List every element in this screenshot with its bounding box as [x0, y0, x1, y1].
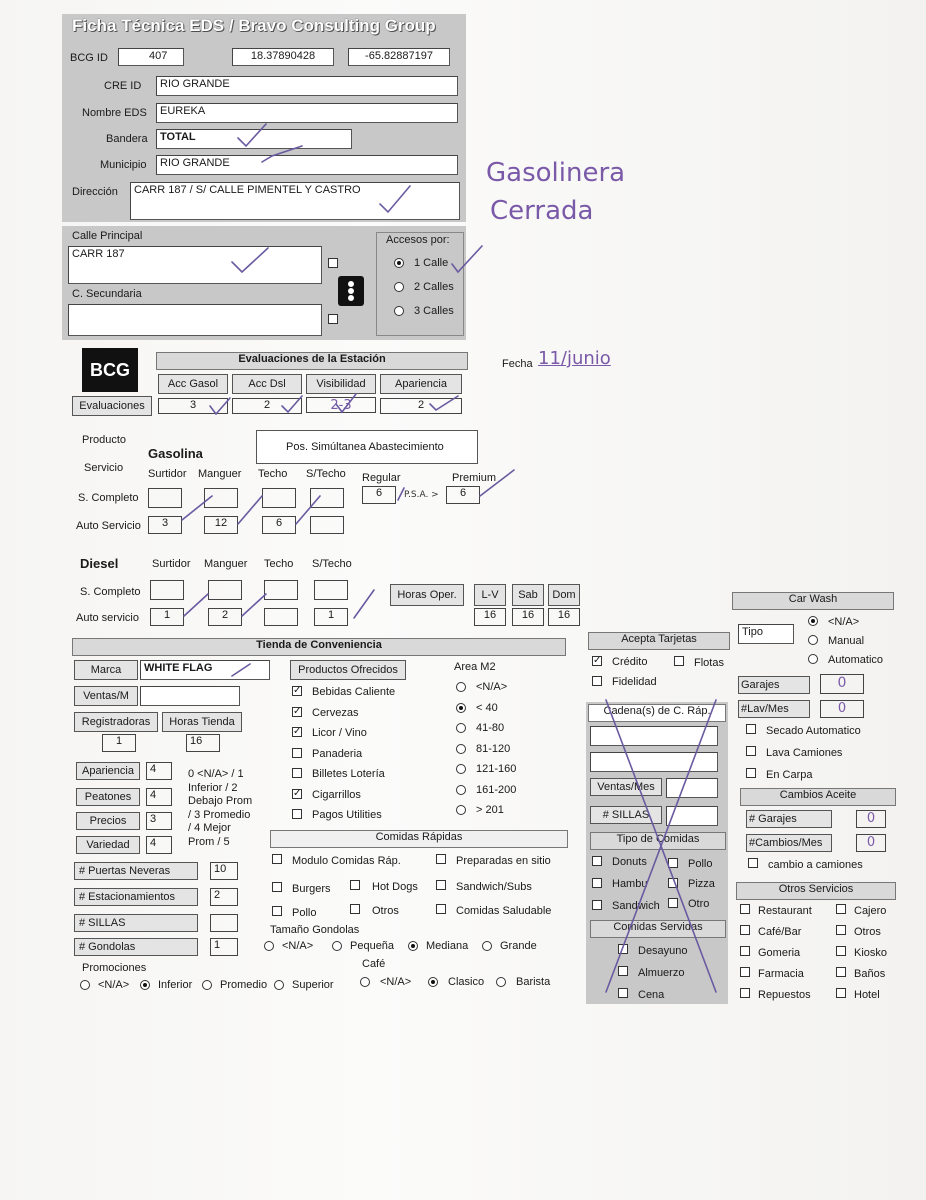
gas-sc-stecho[interactable] — [310, 488, 344, 508]
otros-servicio-checkbox-4[interactable] — [740, 946, 750, 956]
ventas-m-field[interactable] — [140, 686, 240, 706]
carwash-lav-field[interactable]: 0 — [820, 700, 864, 718]
aceite-garajes-field[interactable]: 0 — [856, 810, 886, 828]
dsl-as-techo[interactable] — [264, 608, 298, 626]
gondola-radio-0[interactable] — [264, 941, 274, 951]
cafe-radio-1[interactable] — [428, 977, 438, 987]
producto-checkbox-5[interactable]: ✓ — [293, 787, 302, 799]
gas-col-manguer: Manguer — [198, 468, 242, 480]
gasolina-label: Gasolina — [148, 446, 203, 461]
handwritten-note-gasolinera: Gasolinera — [486, 158, 626, 188]
gondola-option-0: <N/A> — [282, 940, 314, 952]
tienda-section-header: Tienda de Conveniencia — [72, 638, 566, 656]
tipo-comida-checkbox-5[interactable] — [668, 898, 678, 908]
accesos-option-2: 2 Calles — [414, 281, 454, 293]
otros-servicio-label-4: Gomeria — [758, 947, 801, 959]
producto-label-2: Licor / Vino — [312, 727, 367, 739]
pos-simultanea-label: Pos. Simúltanea Abastecimiento — [286, 441, 444, 453]
rating-precios-field[interactable]: 3 — [146, 812, 172, 830]
rating-legend-2: Debajo Prom — [188, 795, 253, 807]
carwash-garajes-label: Garajes — [738, 676, 810, 694]
otros-servicio-checkbox-6[interactable] — [740, 967, 750, 977]
comida-checkbox-2[interactable] — [272, 882, 282, 892]
evaluaciones-section-header: Evaluaciones de la Estación — [156, 352, 468, 370]
count-sillas-field[interactable] — [210, 914, 238, 932]
producto-label-4: Billetes Lotería — [312, 768, 385, 780]
servicio-label: Servicio — [84, 462, 124, 474]
otros-servicio-checkbox-1[interactable] — [836, 904, 846, 914]
gas-sc-surtidor[interactable] — [148, 488, 182, 508]
tipo-comida-label-3: Pizza — [688, 878, 715, 890]
area-option-6: > 201 — [476, 804, 504, 816]
count-estacionamientos-label: # Estacionamientos — [74, 888, 198, 906]
cambio-camiones-label: cambio a camiones — [768, 859, 863, 871]
tarjeta-fidelidad-checkbox[interactable] — [592, 676, 602, 686]
marca-label: Marca — [74, 660, 138, 680]
comidas-servidas-header: Comidas Servidas — [590, 920, 726, 938]
cafe-option-0: <N/A> — [380, 976, 412, 988]
area-radio-2[interactable] — [456, 723, 466, 733]
marca-field[interactable]: WHITE FLAG — [140, 660, 270, 680]
producto-label: Producto — [82, 434, 127, 446]
gas-sc-manguer[interactable] — [204, 488, 238, 508]
carwash-check-label-0: Secado Automatico — [766, 725, 861, 737]
premium-field[interactable]: 6 — [446, 486, 480, 504]
comida-label-1: Preparadas en sitio — [456, 855, 551, 867]
promo-radio-1[interactable] — [140, 980, 150, 990]
rating-variedad-label: Variedad — [76, 836, 140, 854]
count-gondolas-field[interactable]: 1 — [210, 938, 238, 956]
nombre-field[interactable]: EUREKA — [156, 103, 458, 123]
cadena-field-1[interactable] — [590, 726, 718, 746]
eval-value-apariencia[interactable]: 2 — [380, 398, 462, 414]
tipo-comida-label-2: Hambu — [612, 878, 648, 890]
comida-label-5: Pollo — [292, 907, 317, 919]
tipo-comidas-header: Tipo de Comidas — [590, 832, 726, 850]
otros-servicio-label-5: Kiosko — [854, 947, 888, 959]
latitude-field[interactable]: 18.37890428 — [232, 48, 334, 66]
carwash-check-1[interactable] — [746, 746, 756, 756]
servida-checkbox-1[interactable] — [618, 966, 628, 976]
otros-servicio-label-6: Farmacia — [758, 968, 804, 980]
gondola-radio-2[interactable] — [408, 941, 418, 951]
cafe-option-1: Clasico — [448, 976, 485, 988]
registradoras-field[interactable]: 1 — [102, 734, 136, 752]
premium-label: Premium — [452, 472, 497, 484]
dsl-col-surtidor: Surtidor — [152, 558, 191, 570]
rating-apariencia-label: Apariencia — [76, 762, 140, 780]
area-radio-1[interactable] — [456, 703, 466, 713]
dsl-as-manguer[interactable]: 2 — [208, 608, 242, 626]
area-option-0: <N/A> — [476, 681, 508, 693]
c-secundaria-label: C. Secundaria — [72, 288, 142, 300]
gas-col-stecho: S/Techo — [306, 468, 346, 480]
tarjetas-header: Acepta Tarjetas — [588, 632, 730, 650]
rating-variedad-field[interactable]: 4 — [146, 836, 172, 854]
promo-radio-0[interactable] — [80, 980, 90, 990]
dsl-col-techo: Techo — [264, 558, 294, 570]
ventas-m-label: Ventas/M — [74, 686, 138, 706]
promo-radio-3[interactable] — [274, 980, 284, 990]
otros-servicio-checkbox-9[interactable] — [836, 988, 846, 998]
area-radio-3[interactable] — [456, 744, 466, 754]
otros-servicios-header: Otros Servicios — [736, 882, 896, 900]
handwritten-fecha: 11/junio — [538, 348, 611, 369]
tipo-comida-checkbox-1[interactable] — [668, 858, 678, 868]
dsl-col-stecho: S/Techo — [312, 558, 352, 570]
accesos-radio-3[interactable] — [394, 306, 404, 316]
comida-checkbox-5[interactable] — [272, 906, 282, 916]
cadena-sillas-field[interactable] — [666, 806, 718, 826]
bandera-label: Bandera — [106, 133, 148, 145]
area-option-4: 121-160 — [476, 763, 517, 775]
horas-tienda-label: Horas Tienda — [162, 712, 242, 732]
tarjeta-credito-label: Crédito — [612, 656, 648, 668]
tipo-comida-checkbox-3[interactable] — [668, 878, 678, 888]
servida-label-0: Desayuno — [638, 945, 688, 957]
promo-option-0: <N/A> — [98, 979, 130, 991]
count-puertas-field[interactable]: 10 — [210, 862, 238, 880]
horas-lv-label: L-V — [474, 584, 506, 606]
tarjeta-credito-checkbox[interactable]: ✓ — [593, 655, 602, 666]
gas-col-techo: Techo — [258, 468, 288, 480]
carwash-check-label-1: Lava Camiones — [766, 747, 843, 759]
cre-label: CRE ID — [104, 80, 142, 92]
gas-as-manguer[interactable]: 12 — [204, 516, 238, 534]
area-option-3: 81-120 — [476, 742, 511, 755]
rating-peatones-field[interactable]: 4 — [146, 788, 172, 806]
tipo-comida-checkbox-4[interactable] — [592, 900, 602, 910]
traffic-light-icon — [338, 276, 364, 306]
area-option-2: 41-80 — [476, 722, 505, 734]
promociones-label: Promociones — [82, 962, 147, 974]
aceite-cambios-field[interactable]: 0 — [856, 834, 886, 852]
regular-label: Regular — [362, 472, 401, 484]
tipo-comida-label-5: Otro — [688, 898, 710, 910]
comida-label-7: Comidas Saludable — [456, 905, 552, 917]
regular-field[interactable]: 6 — [362, 486, 396, 504]
cambio-camiones-checkbox[interactable] — [748, 858, 758, 868]
area-option-5: 161-200 — [476, 783, 517, 796]
producto-checkbox-6[interactable] — [292, 809, 302, 819]
promo-option-1: Inferior — [158, 979, 193, 991]
horas-tienda-field[interactable]: 16 — [186, 734, 220, 752]
eval-col-acc-gasol: Acc Gasol — [158, 374, 228, 394]
count-sillas-label: # SILLAS — [74, 914, 198, 932]
comida-label-0: Modulo Comidas Ráp. — [292, 855, 401, 867]
gondola-option-3: Grande — [500, 940, 537, 952]
horas-dom-label: Dom — [548, 584, 580, 606]
calle-principal-field[interactable]: CARR 187 — [68, 246, 322, 284]
producto-checkbox-2[interactable]: ✓ — [293, 726, 302, 737]
comida-label-2: Burgers — [292, 883, 331, 895]
comida-checkbox-4[interactable] — [436, 880, 446, 890]
gas-as-stecho[interactable] — [310, 516, 344, 534]
otros-servicio-label-7: Baños — [854, 968, 886, 980]
cafe-label: Café — [362, 958, 386, 970]
otros-servicio-checkbox-8[interactable] — [740, 988, 750, 998]
eval-value-visibilidad[interactable]: 2-3 — [306, 397, 376, 413]
otros-servicio-checkbox-2[interactable] — [740, 925, 750, 935]
carwash-tipo-field[interactable]: Tipo — [738, 624, 794, 644]
dsl-sc-surtidor[interactable] — [150, 580, 184, 600]
producto-label-3: Panaderia — [312, 747, 363, 760]
area-radio-4[interactable] — [456, 764, 466, 774]
comida-label-3: Hot Dogs — [372, 881, 418, 893]
area-m2-label: Area M2 — [454, 661, 496, 673]
horas-lv-field[interactable]: 16 — [474, 608, 506, 626]
cafe-radio-2[interactable] — [496, 977, 506, 987]
area-radio-0[interactable] — [456, 682, 466, 692]
carwash-check-0[interactable] — [746, 724, 756, 734]
carwash-header: Car Wash — [732, 592, 894, 610]
horas-dom-field[interactable]: 16 — [548, 608, 580, 626]
count-gondolas-label: # Gondolas — [74, 938, 198, 956]
gondola-radio-3[interactable] — [482, 941, 492, 951]
tipo-comida-label-4: Sandwich — [612, 900, 660, 912]
gas-auto-servicio-label: Auto Servicio — [76, 520, 141, 532]
comidas-rapidas-header: Comidas Rápidas — [270, 830, 568, 848]
handwritten-note-cerrada: Cerrada — [490, 196, 594, 226]
comida-label-4: Sandwich/Subs — [456, 881, 532, 893]
otros-servicio-checkbox-5[interactable] — [836, 946, 846, 956]
area-radio-6[interactable] — [456, 805, 466, 815]
form-title: Ficha Técnica EDS / Bravo Consulting Group — [72, 16, 436, 35]
rating-legend-4: / 4 Mejor — [188, 822, 231, 834]
horas-sab-field[interactable]: 16 — [512, 608, 544, 626]
cambios-aceite-header: Cambios Aceite — [740, 788, 896, 806]
carwash-tipo-radio-0[interactable] — [808, 616, 818, 626]
gas-sc-techo[interactable] — [262, 488, 296, 508]
rating-legend-1: Inferior / 2 — [188, 782, 238, 794]
comida-checkbox-0[interactable] — [272, 854, 282, 864]
otros-servicio-label-2: Café/Bar — [758, 926, 802, 938]
producto-checkbox-0[interactable]: ✓ — [293, 685, 302, 696]
producto-label-1: Cervezas — [312, 706, 359, 719]
promo-option-2: Promedio — [220, 979, 268, 991]
producto-checkbox-1[interactable]: ✓ — [293, 705, 302, 717]
ventas-mes-field[interactable] — [666, 778, 718, 798]
bcg-id-label: BCG ID — [70, 52, 108, 64]
eval-col-acc-dsl: Acc Dsl — [232, 374, 302, 394]
promo-option-3: Superior — [292, 979, 334, 991]
aceite-cambios-label: #Cambios/Mes — [746, 834, 832, 852]
cadena-field-2[interactable] — [590, 752, 718, 772]
carwash-tipo-option-0: <N/A> — [828, 616, 860, 628]
ventas-mes-label: Ventas/Mes — [590, 778, 662, 796]
rating-legend-5: Prom / 5 — [188, 836, 230, 848]
nombre-label: Nombre EDS — [82, 107, 147, 119]
tipo-comida-label-1: Pollo — [688, 858, 713, 870]
registradoras-label: Registradoras — [74, 712, 158, 732]
longitude-field[interactable]: -65.82887197 — [348, 48, 450, 66]
otros-servicio-checkbox-7[interactable] — [836, 967, 846, 977]
dsl-col-manguer: Manguer — [204, 558, 248, 570]
gas-as-surtidor[interactable]: 3 — [148, 516, 182, 534]
comida-checkbox-1[interactable] — [436, 854, 446, 864]
accesos-label: Accesos por: — [386, 234, 450, 246]
fecha-label: Fecha — [502, 358, 533, 370]
carwash-tipo-radio-2[interactable] — [808, 654, 818, 664]
dsl-sc-techo[interactable] — [264, 580, 298, 600]
carwash-tipo-option-1: Manual — [828, 635, 865, 647]
tipo-comida-checkbox-2[interactable] — [592, 878, 602, 888]
dsl-as-surtidor[interactable]: 1 — [150, 608, 184, 626]
municipio-label: Municipio — [100, 159, 147, 171]
carwash-tipo-radio-1[interactable] — [808, 635, 818, 645]
otros-servicio-label-0: Restaurant — [758, 905, 812, 917]
eval-col-visibilidad: Visibilidad — [306, 374, 376, 394]
carwash-check-label-2: En Carpa — [766, 769, 813, 781]
cafe-radio-0[interactable] — [360, 977, 370, 987]
count-estacionamientos-field[interactable]: 2 — [210, 888, 238, 906]
gas-as-techo[interactable]: 6 — [262, 516, 296, 534]
gondola-radio-1[interactable] — [332, 941, 342, 951]
tarjeta-flotas-checkbox[interactable] — [674, 656, 684, 666]
producto-checkbox-4[interactable] — [292, 768, 302, 778]
handwritten-psa: P.S.A. > — [404, 490, 439, 500]
cre-field[interactable]: RIO GRANDE — [156, 76, 458, 96]
rating-legend-0: 0 <N/A> / 1 — [188, 768, 244, 780]
tipo-comida-checkbox-0[interactable] — [592, 856, 602, 866]
comida-checkbox-3[interactable] — [350, 880, 360, 890]
rating-peatones-label: Peatones — [76, 788, 140, 806]
accesos-option-1: 1 Calle — [414, 257, 449, 269]
cadena-header: Cadena(s) de C. Ráp. — [588, 704, 726, 722]
direccion-field[interactable]: CARR 187 / S/ CALLE PIMENTEL Y CASTRO — [130, 182, 460, 220]
gondolas-size-label: Tamaño Gondolas — [270, 924, 360, 936]
tarjeta-flotas-label: Flotas — [694, 657, 724, 669]
bcg-logo: BCG — [82, 348, 138, 392]
dsl-as-stecho[interactable]: 1 — [314, 608, 348, 626]
count-puertas-label: # Puertas Neveras — [74, 862, 198, 880]
accesos-radio-1[interactable] — [394, 258, 404, 268]
cafe-option-2: Barista — [516, 976, 551, 988]
carwash-check-2[interactable] — [746, 768, 756, 778]
comida-checkbox-7[interactable] — [436, 904, 446, 914]
producto-label-0: Bebidas Caliente — [312, 686, 396, 698]
dsl-s-completo-label: S. Completo — [80, 586, 141, 598]
otros-servicio-label-3: Otros — [854, 926, 881, 938]
horas-oper-button[interactable]: Horas Oper. — [390, 584, 464, 606]
carwash-tipo-option-2: Automatico — [828, 654, 884, 666]
rating-legend-3: / 3 Promedio — [188, 809, 251, 821]
dsl-sc-stecho[interactable] — [314, 580, 348, 600]
dsl-auto-servicio-label: Auto servicio — [76, 612, 139, 624]
servida-label-1: Almuerzo — [638, 967, 685, 979]
accesos-radio-2[interactable] — [394, 282, 404, 292]
servida-checkbox-2[interactable] — [618, 988, 628, 998]
comida-checkbox-6[interactable] — [350, 904, 360, 914]
eval-col-apariencia: Apariencia — [380, 374, 462, 394]
tarjeta-fidelidad-label: Fidelidad — [612, 676, 657, 688]
direccion-label: Dirección — [72, 186, 118, 198]
dsl-sc-manguer[interactable] — [208, 580, 242, 600]
accesos-option-3: 3 Calles — [414, 305, 454, 317]
carwash-garajes-field[interactable]: 0 — [820, 674, 864, 694]
producto-label-5: Cigarrillos — [312, 788, 361, 801]
eval-value-acc-gasol[interactable]: 3 — [158, 398, 228, 414]
promo-radio-2[interactable] — [202, 980, 212, 990]
gondola-option-2: Mediana — [426, 940, 469, 952]
producto-checkbox-3[interactable] — [292, 748, 302, 758]
cadena-sillas-label: # SILLAS — [590, 806, 662, 824]
horas-sab-label: Sab — [512, 584, 544, 606]
otros-servicio-label-8: Repuestos — [758, 989, 811, 1001]
rating-precios-label: Precios — [76, 812, 140, 830]
gas-s-completo-label: S. Completo — [78, 492, 139, 504]
area-option-1: < 40 — [476, 701, 498, 714]
secundaria-checkbox[interactable] — [328, 314, 338, 324]
rating-apariencia-field[interactable]: 4 — [146, 762, 172, 780]
gondola-option-1: Pequeña — [350, 940, 395, 952]
otros-servicio-checkbox-3[interactable] — [836, 925, 846, 935]
servida-checkbox-0[interactable] — [618, 944, 628, 954]
c-secundaria-field[interactable] — [68, 304, 322, 336]
carwash-lav-label: #Lav/Mes — [738, 700, 810, 718]
gas-col-surtidor: Surtidor — [148, 468, 187, 480]
diesel-label: Diesel — [80, 556, 119, 571]
tipo-comida-label-0: Donuts — [612, 856, 647, 868]
eval-value-acc-dsl[interactable]: 2 — [232, 398, 302, 414]
calle-principal-label: Calle Principal — [72, 230, 143, 242]
producto-label-6: Pagos Utilities — [312, 809, 382, 821]
evaluaciones-button[interactable]: Evaluaciones — [72, 396, 152, 416]
bandera-field[interactable]: TOTAL — [156, 129, 352, 149]
area-radio-5[interactable] — [456, 785, 466, 795]
otros-servicio-label-1: Cajero — [854, 905, 887, 917]
cadena-panel — [586, 702, 728, 1004]
productos-ofrecidos-header: Productos Ofrecidos — [290, 660, 406, 680]
otros-servicio-checkbox-0[interactable] — [740, 904, 750, 914]
bcg-id-field[interactable]: 407 — [118, 48, 184, 66]
principal-checkbox[interactable] — [328, 258, 338, 268]
municipio-field[interactable]: RIO GRANDE — [156, 155, 458, 175]
comida-label-6: Otros — [372, 905, 399, 917]
aceite-garajes-label: # Garajes — [746, 810, 832, 828]
servida-label-2: Cena — [638, 989, 665, 1001]
otros-servicio-label-9: Hotel — [854, 989, 880, 1001]
